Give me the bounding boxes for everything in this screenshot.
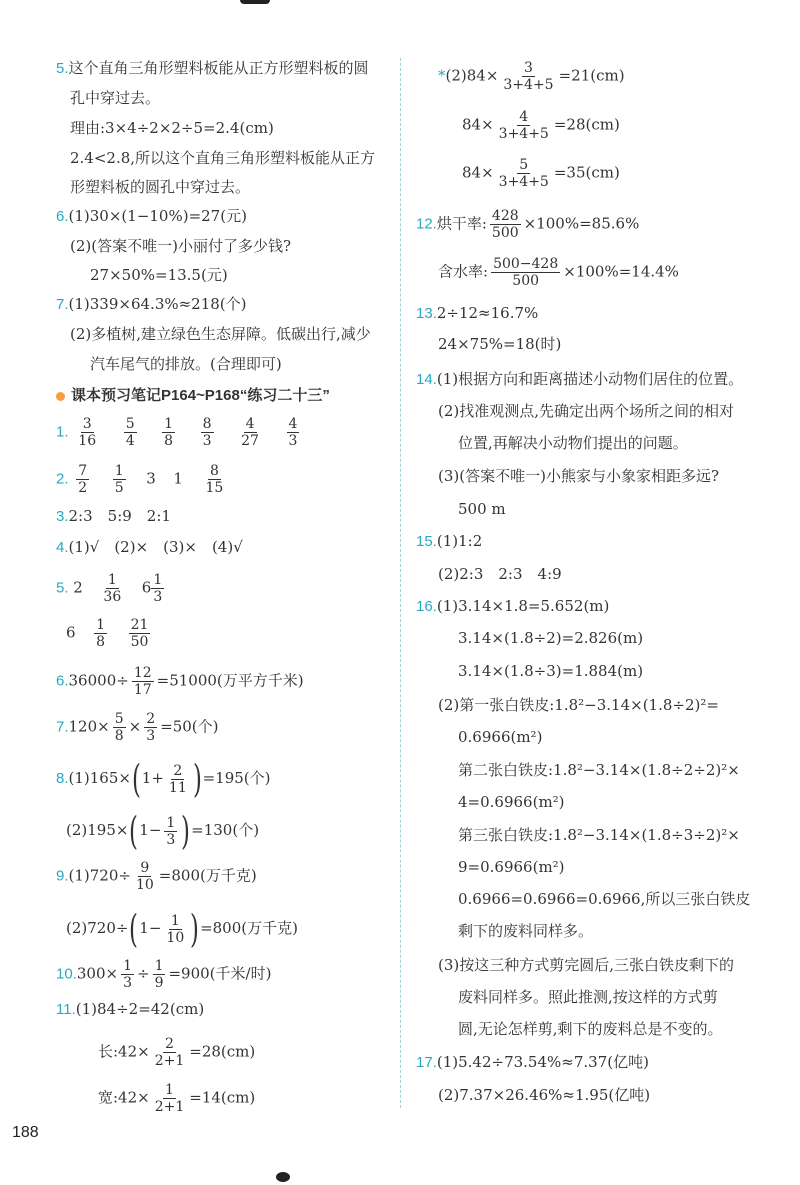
value: 6 <box>66 623 76 642</box>
numerator: 2 <box>146 711 156 727</box>
numerator: 500−428 <box>493 256 559 272</box>
fraction <box>76 416 98 449</box>
expr: =21(cm) <box>558 66 625 85</box>
fraction <box>162 416 175 449</box>
p15-number: 15. <box>416 533 437 550</box>
denominator: 8 <box>114 728 124 744</box>
p14-line1 <box>416 369 743 390</box>
p16-line10: 0.6966=0.6966=0.6966,所以三张白铁皮 <box>458 890 751 908</box>
fraction <box>497 109 551 142</box>
expr: 300× <box>76 964 119 983</box>
denominator: 2 <box>78 480 88 496</box>
q6-line2: (2)(答案不唯一)小丽付了多少钱? <box>70 237 291 255</box>
asterisk-mark: * <box>438 66 446 85</box>
denominator: 3 <box>146 728 156 744</box>
numerator: 1 <box>114 463 124 479</box>
numerator: 9 <box>140 860 150 876</box>
p11b-line2 <box>462 109 620 142</box>
left-paren: ( <box>129 809 139 853</box>
p5-line2 <box>66 617 153 650</box>
p16-line3: 3.14×(1.8÷3)=1.884(m) <box>458 662 644 680</box>
expr: ×100%=14.4% <box>563 262 679 281</box>
p5-line1 <box>56 572 167 605</box>
fraction <box>129 617 151 650</box>
left-paren: ( <box>131 757 141 801</box>
denominator: 15 <box>205 480 224 496</box>
numerator: 1 <box>170 912 180 929</box>
right-paren: ) <box>192 757 202 801</box>
fraction <box>491 256 560 289</box>
denominator: 3 <box>123 975 132 991</box>
p9-line2 <box>66 907 298 951</box>
p16-line2: 3.14×(1.8÷2)=2.826(m) <box>458 629 644 647</box>
mixed-whole: 6 <box>141 578 152 597</box>
top-mark <box>240 0 270 4</box>
bullet-dot-icon <box>56 392 65 401</box>
q7-line1 <box>56 294 247 315</box>
numerator: 1 <box>154 958 164 974</box>
p4-number: 4. <box>56 539 69 556</box>
p14-number: 14. <box>416 371 437 388</box>
fraction <box>287 416 300 449</box>
denominator: 3 <box>202 433 212 449</box>
p16-line12: (3)按这三种方式剪完圆后,三张白铁皮剩下的 <box>438 956 735 974</box>
q5-text1: 这个直角三角形塑料板能从正方形塑料板的圆 <box>68 59 369 77</box>
expr: 84× <box>462 163 494 182</box>
fraction <box>164 913 186 946</box>
expr: =28(cm) <box>553 115 620 134</box>
expr: 宽:42× <box>98 1088 150 1107</box>
fraction <box>153 1082 187 1115</box>
q6-line1 <box>56 206 247 227</box>
p14-line3: 位置,再解决小动物们提出的问题。 <box>458 434 688 452</box>
p9-number: 9. <box>56 867 69 885</box>
expr: 120× <box>68 717 110 736</box>
numerator: 2 <box>165 1036 174 1052</box>
q7-text1: (1)339×64.3%≈218(个) <box>68 295 247 313</box>
p10-line <box>56 958 271 991</box>
p16-line7: 4=0.6966(m²) <box>458 793 565 811</box>
expr: =900(千米/时) <box>168 964 272 983</box>
numerator: 12 <box>133 665 152 681</box>
denominator: 2+1 <box>154 1053 185 1069</box>
denominator: 27 <box>241 433 259 449</box>
denominator: 5 <box>114 480 124 496</box>
numerator: 1 <box>164 416 174 432</box>
denominator: 50 <box>130 634 149 650</box>
p16-number: 16. <box>416 598 437 615</box>
p16-line6: 第二张白铁皮:1.8²−3.14×(1.8÷2÷2)²× <box>458 761 740 779</box>
numerator: 5 <box>125 416 135 432</box>
expr: (2)720÷ <box>66 919 129 937</box>
right-paren: ) <box>181 809 191 853</box>
denominator: 3+4+5 <box>498 174 549 190</box>
denominator: 500 <box>512 273 540 289</box>
page-number: 188 <box>12 1124 39 1141</box>
expr: (2)195× <box>66 821 129 839</box>
q5-line1 <box>56 58 369 79</box>
p16-line5: 0.6966(m²) <box>458 728 543 746</box>
expr: =195(个) <box>202 769 271 787</box>
p17-line2: (2)7.37×26.46%≈1.95(亿吨) <box>438 1086 651 1104</box>
p8-line2 <box>66 809 260 853</box>
denominator: 16 <box>78 433 97 449</box>
q7-line3: 汽车尾气的排放。(合理即可) <box>90 355 282 373</box>
p7-number: 7. <box>56 718 69 736</box>
p5-number: 5. <box>56 579 69 597</box>
numerator: 5 <box>114 711 124 727</box>
p17-line1 <box>416 1052 649 1073</box>
p12-line1 <box>416 208 639 241</box>
numerator: 1 <box>96 617 106 633</box>
p3-number: 3. <box>56 508 69 525</box>
p2-number: 2. <box>56 470 69 488</box>
fraction <box>124 416 137 449</box>
value: 3 <box>146 469 156 488</box>
numerator: 428 <box>491 208 519 224</box>
expr: 1+ <box>141 769 164 787</box>
right-paren: ) <box>190 907 200 951</box>
p16-line4: (2)第一张白铁皮:1.8²−3.14×(1.8÷2)²= <box>438 696 719 714</box>
expr: 烘干率: <box>436 214 487 233</box>
denominator: 500 <box>491 225 519 241</box>
p11-line1 <box>56 999 204 1020</box>
numerator: 1 <box>107 572 117 588</box>
denominator: 10 <box>135 877 154 893</box>
expr: =130(个) <box>191 821 260 839</box>
expr: =800(万千克) <box>158 866 257 885</box>
fraction <box>153 1036 187 1069</box>
numerator: 2 <box>173 762 183 779</box>
fraction <box>94 617 107 650</box>
denominator: 8 <box>96 634 106 650</box>
fraction <box>497 157 551 190</box>
numerator: 1 <box>165 1082 174 1098</box>
p6-number: 6. <box>56 672 69 690</box>
expr: ×100%=85.6% <box>523 214 640 233</box>
q5-line3: 理由:3×4÷2×2÷5=2.4(cm) <box>70 119 274 137</box>
p9-line1 <box>56 860 257 893</box>
numerator: 5 <box>519 157 529 173</box>
denominator: 3 <box>153 589 163 605</box>
expr: =800(万千克) <box>200 919 298 937</box>
numerator: 21 <box>130 617 149 633</box>
p11b-line3 <box>462 157 620 190</box>
fraction <box>164 815 177 848</box>
value: 2 <box>73 578 83 597</box>
p14-line5: 500 m <box>458 500 506 518</box>
fraction <box>132 665 154 698</box>
p12-line2 <box>438 256 679 289</box>
p11-number: 11. <box>56 1001 76 1018</box>
p11b-line1 <box>438 60 625 93</box>
fraction <box>167 763 189 796</box>
expr: 1− <box>139 919 162 937</box>
fraction <box>144 711 157 744</box>
column-divider <box>400 58 401 1108</box>
fraction <box>490 208 521 241</box>
q6-text1: (1)30×(1−10%)=27(元) <box>68 207 247 225</box>
bottom-mark <box>276 1172 290 1182</box>
expr: × <box>128 717 142 736</box>
numerator: 1 <box>123 958 132 974</box>
p16-line8: 第三张白铁皮:1.8²−3.14×(1.8÷3÷2)²× <box>458 826 740 844</box>
p13-number: 13. <box>416 305 437 322</box>
left-paren: ( <box>129 907 139 951</box>
p8-line1 <box>56 757 271 801</box>
p17-number: 17. <box>416 1054 437 1071</box>
p8-number: 8. <box>56 770 69 787</box>
p14-line4: (3)(答案不唯一)小熊家与小象家相距多远? <box>438 467 719 485</box>
denominator: 11 <box>168 779 187 796</box>
numerator: 4 <box>519 109 529 125</box>
expr: =14(cm) <box>189 1088 256 1107</box>
p3-text: 2:3 5:9 2:1 <box>68 507 171 525</box>
p14-text1: (1)根据方向和距离描述小动物们居住的位置。 <box>436 370 744 388</box>
expr: (2)84× <box>445 66 499 85</box>
p1-number: 1. <box>56 423 69 441</box>
expr: =51000(万平方千米) <box>156 671 304 690</box>
fraction <box>239 416 261 449</box>
numerator: 1 <box>153 572 163 588</box>
numerator: 7 <box>78 463 88 479</box>
numerator: 3 <box>524 60 533 76</box>
numerator: 4 <box>245 416 255 432</box>
denominator: 2+1 <box>154 1099 185 1115</box>
expr: 84× <box>462 115 494 134</box>
numerator: 3 <box>82 416 92 432</box>
expr: 1− <box>139 821 162 839</box>
p13-line2: 24×75%=18(时) <box>438 335 562 353</box>
denominator: 3 <box>166 831 176 848</box>
p7-line <box>56 711 219 744</box>
q5-line5: 形塑料板的圆孔中穿过去。 <box>70 178 251 196</box>
p3-line <box>56 506 171 527</box>
fraction <box>203 463 225 496</box>
expr: (1)165× <box>68 769 131 787</box>
expr: 2÷12≈16.7% <box>436 304 539 322</box>
p15-line2: (2)2:3 2:3 4:9 <box>438 565 562 583</box>
fraction <box>501 60 555 93</box>
p1-line <box>56 416 302 449</box>
p15-line1 <box>416 531 482 552</box>
p16-line1 <box>416 596 609 617</box>
fraction <box>113 463 126 496</box>
q6-number: 6. <box>56 208 69 225</box>
p4-line <box>56 537 243 558</box>
q5-number: 5. <box>56 60 69 77</box>
expr: (1)3.14×1.8=5.652(m) <box>436 597 610 615</box>
numerator: 1 <box>166 814 176 831</box>
q5-line2: 孔中穿过去。 <box>70 89 161 107</box>
p4-text: (1)√ (2)× (3)× (4)√ <box>68 538 243 556</box>
expr: ÷ <box>136 964 150 983</box>
q6-line3: 27×50%=13.5(元) <box>90 266 228 284</box>
denominator: 3+4+5 <box>503 77 554 93</box>
expr: 长:42× <box>98 1042 150 1061</box>
p11-line3 <box>98 1082 255 1115</box>
section-heading-text: 课本预习笔记P164~P168“练习二十三” <box>71 387 330 404</box>
p16-line9: 9=0.6966(m²) <box>458 858 565 876</box>
denominator: 36 <box>103 589 122 605</box>
numerator: 8 <box>209 463 219 479</box>
fraction <box>113 711 126 744</box>
p16-line14: 圆,无论怎样剪,剩下的废料总是不变的。 <box>458 1020 723 1038</box>
q7-line2: (2)多植树,建立绿色生态屏障。低碳出行,减少 <box>70 325 371 343</box>
expr: =28(cm) <box>189 1042 256 1061</box>
denominator: 10 <box>166 929 185 946</box>
p16-line13: 废料同样多。照此推测,按这样的方式剪 <box>458 988 718 1006</box>
denominator: 17 <box>133 682 152 698</box>
fraction <box>76 463 89 496</box>
p10-number: 10. <box>56 965 77 983</box>
p14-line2: (2)找准观测点,先确定出两个场所之间的相对 <box>438 402 735 420</box>
numerator: 8 <box>202 416 212 432</box>
p13-line1 <box>416 303 538 324</box>
denominator: 4 <box>125 433 135 449</box>
p11-line2 <box>98 1036 255 1069</box>
denominator: 3+4+5 <box>498 126 549 142</box>
p16-line11: 剩下的废料同样多。 <box>458 922 594 940</box>
fraction <box>153 958 166 991</box>
fraction <box>134 860 156 893</box>
expr: =50(个) <box>160 717 219 736</box>
q7-number: 7. <box>56 296 69 313</box>
fraction <box>121 958 134 991</box>
q5-line4: 2.4<2.8,所以这个直角三角形塑料板能从正方 <box>70 149 376 167</box>
fraction <box>201 416 214 449</box>
denominator: 3 <box>288 433 298 449</box>
expr: (1)1:2 <box>436 532 483 550</box>
fraction <box>151 572 164 605</box>
expr: 36000÷ <box>68 671 129 690</box>
expr: (1)5.42÷73.54%≈7.37(亿吨) <box>436 1053 649 1071</box>
denominator: 8 <box>164 433 174 449</box>
expr: =35(cm) <box>553 163 620 182</box>
section-heading <box>56 384 330 405</box>
p6-line <box>56 665 304 698</box>
numerator: 4 <box>288 416 298 432</box>
value: 1 <box>173 469 183 488</box>
p12-number: 12. <box>416 215 437 233</box>
expr: 含水率: <box>438 262 489 281</box>
p2-line <box>56 463 228 496</box>
fraction <box>101 572 123 605</box>
denominator: 9 <box>154 975 164 991</box>
expr: (1)720÷ <box>68 866 131 885</box>
expr: (1)84÷2=42(cm) <box>75 1000 205 1018</box>
